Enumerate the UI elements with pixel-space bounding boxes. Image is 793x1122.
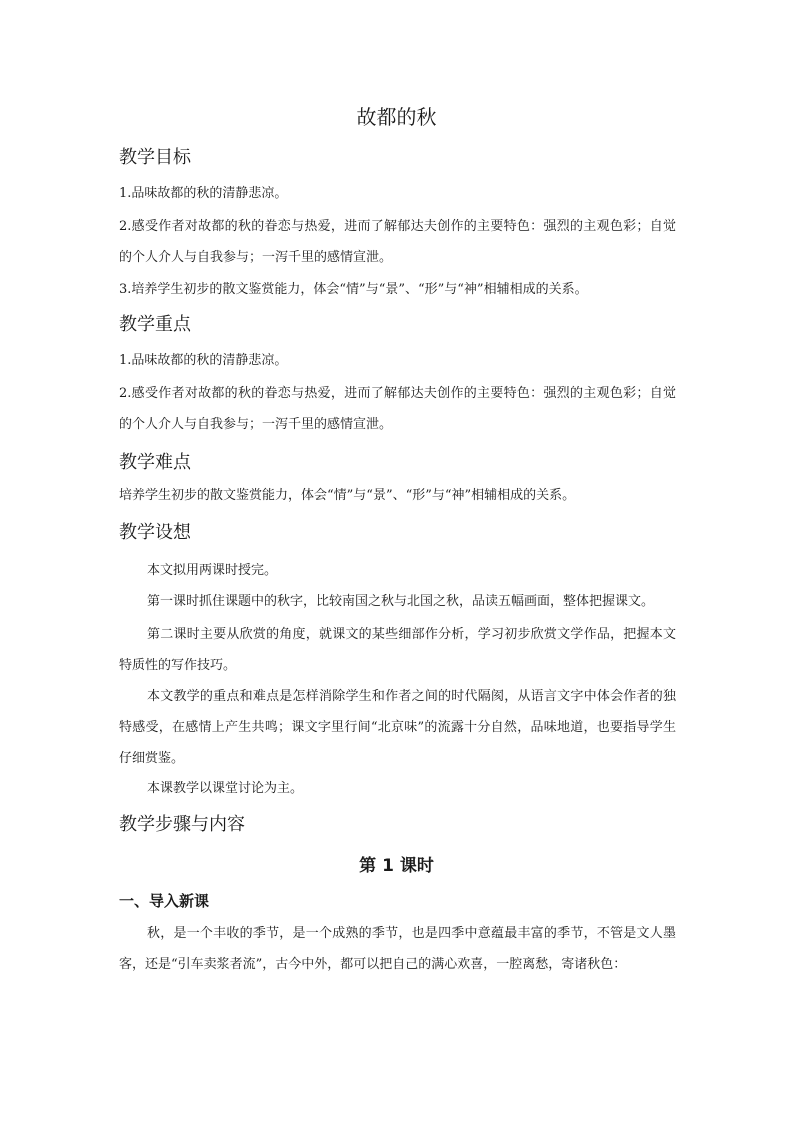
goal-item-2: 2.感受作者对故都的秋的眷恋与热爱，进而了解郁达夫创作的主要特色：强烈的主观色彩；自觉的个人介人与自我参与；一泻千里的感情宣泄。 (119, 219, 676, 265)
key-point-item-2: 2.感受作者对故都的秋的眷恋与热爱，进而了解郁达夫创作的主要特色：强烈的主观色彩；自觉的个人介人与自我参与；一泻千里的感情宣泄。 (119, 386, 676, 432)
document-title: 故都的秋 (356, 105, 437, 129)
heading-difficulties: 教学难点 (119, 452, 191, 473)
intro-paragraph: 秋，是一个丰收的季节，是一个成熟的季节，也是四季中意蕴最丰富的季节，不管是文人墨客，还是“引车卖浆者流”，古今中外，都可以把自己的满心欢喜，一腔离愁，寄诸秋色： (119, 926, 676, 972)
lesson-title: 第 1 课时 (359, 856, 434, 876)
design-paragraph-1: 本文拟用两课时授完。 (147, 563, 278, 578)
part-heading-intro: 一、导入新课 (119, 892, 210, 910)
design-paragraph-5: 本课教学以课堂讨论为主。 (147, 781, 304, 796)
design-paragraph-4: 本文教学的重点和难点是怎样消除学生和作者之间的时代隔阂，从语言文字中体会作者的独特感受，在感情上产生共鸣；课文字里行间“北京味”的流露十分自然，品味地道，也要指导学生仔细赏鉴。 (119, 689, 676, 766)
goal-item-3: 3.培养学生初步的散文鉴赏能力，体会“情”与“景”、“形”与“神”相辅相成的关系。 (119, 282, 588, 297)
heading-key-points: 教学重点 (119, 314, 191, 335)
heading-teaching-design: 教学设想 (119, 522, 191, 543)
heading-teaching-goals: 教学目标 (119, 147, 191, 168)
difficulty-item-1: 培养学生初步的散文鉴赏能力，体会“情”与“景”、“形”与“神”相辅相成的关系。 (119, 488, 576, 503)
key-point-item-1: 1.品味故都的秋的清静悲凉。 (119, 353, 288, 368)
design-paragraph-2: 第一课时抓住课题中的秋字，比较南国之秋与北国之秋，品读五幅画面，整体把握课文。 (147, 594, 655, 609)
goal-item-1: 1.品味故都的秋的清静悲凉。 (119, 186, 288, 201)
heading-teaching-steps: 教学步骤与内容 (119, 814, 245, 835)
design-paragraph-3: 第二课时主要从欣赏的角度，就课文的某些细部作分析，学习初步欣赏文学作品，把握本文特质性的写作技巧。 (119, 627, 676, 673)
